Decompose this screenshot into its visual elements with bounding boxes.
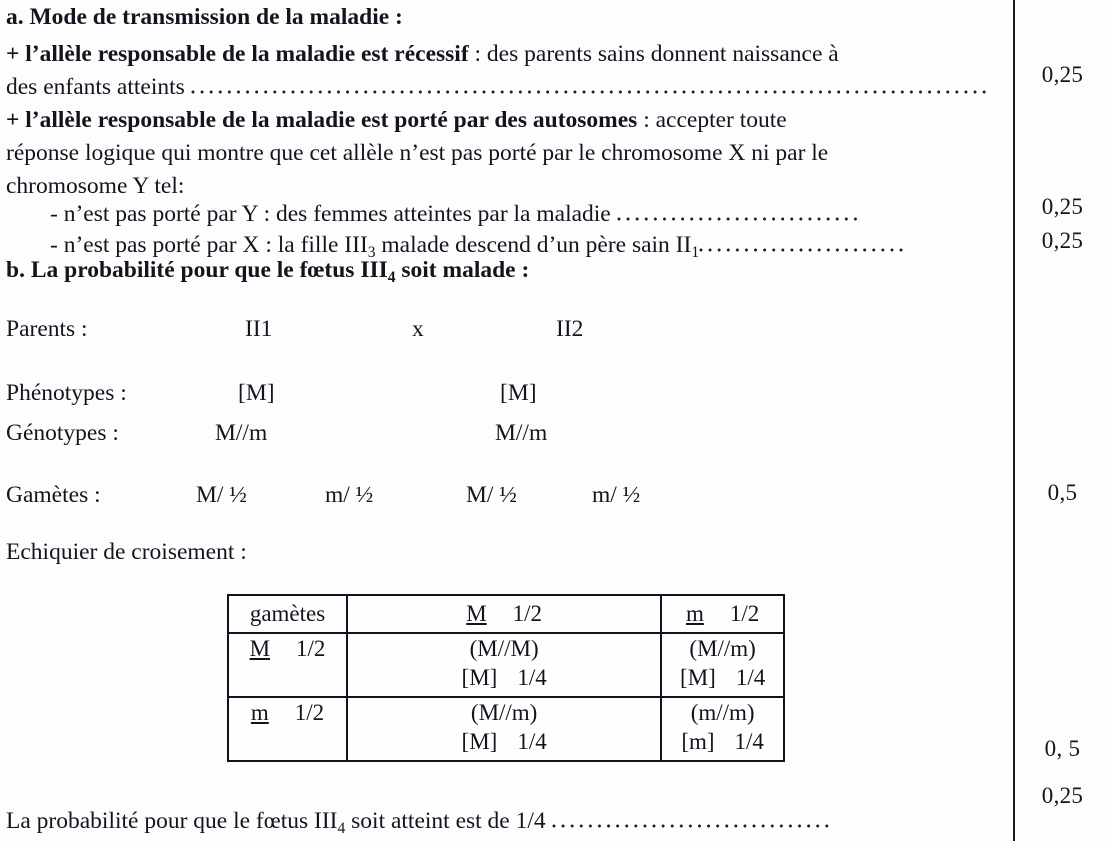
section-a-point2-line2: réponse logique qui montre que cet allèle n’est pas porté par le chromosome X ni par le [6, 140, 829, 166]
section-a-point1-line2 [6, 71, 986, 104]
sub2-text-a: - n’est pas porté par X : la fille III [50, 232, 368, 258]
leader-dots-1 [191, 77, 986, 97]
punnett-col-header-2 [661, 595, 784, 633]
section-b-heading-subscript: 4 [387, 268, 396, 286]
phenotypes-label: Phénotypes : [6, 380, 127, 406]
row-header-1-allele: M [249, 636, 271, 661]
punnett-cell-1-1 [347, 633, 661, 697]
col-header-1-freq: 1/2 [512, 601, 543, 626]
row-header-2-allele: m [250, 700, 269, 725]
cell-1-1-genotype: (M//M) [469, 636, 539, 661]
sub2-subscript-1: 3 [367, 243, 376, 261]
gamete-2-value: m/ ½ [325, 482, 374, 508]
section-b-heading-a: b. La probabilité pour que le fœtus III [6, 257, 388, 283]
gamete-1-value: M/ ½ [196, 482, 247, 508]
cell-2-1-phenotype: [M] [461, 729, 498, 754]
genotypes-label: Génotypes : [6, 420, 119, 446]
cell-2-2-phenotype: [m] [681, 729, 715, 754]
section-a-point2-line1 [6, 104, 787, 137]
cell-2-1-freq: 1/4 [517, 729, 547, 754]
table-row [228, 633, 784, 697]
gamete-4-value: m/ ½ [592, 482, 641, 508]
mark-4: 0,5 [1047, 480, 1078, 505]
conclusion-line [6, 805, 832, 840]
table-row [228, 697, 784, 761]
cell-2-2-genotype: (m//m) [690, 700, 755, 725]
conclusion-subscript: 4 [337, 819, 346, 837]
mark-2: 0,25 [1041, 194, 1084, 219]
point1-bold-text: + l’allèle responsable de la maladie est récessif [6, 41, 469, 67]
punnett-cell-2-1 [347, 697, 661, 761]
mark-3: 0,25 [1041, 228, 1084, 253]
sub2-text-b: malade descend d’un père sain II [375, 232, 692, 258]
row-header-2-freq: 1/2 [294, 700, 325, 725]
cell-1-1-phenotype: [M] [461, 665, 498, 690]
genotype-1-value: M//m [215, 420, 268, 446]
point1-line2-text: des enfants atteints [6, 74, 185, 100]
point2-bold-text: + l’allèle responsable de la maladie est porté par des autosomes [6, 107, 638, 133]
section-a-heading: a. Mode de transmission de la maladie : [6, 4, 403, 30]
punnett-square-table [227, 594, 785, 762]
point1-rest-text: : des parents sains donnent naissance à [468, 41, 839, 67]
marks-column [1015, 0, 1110, 841]
punnett-col-header-1 [347, 595, 661, 633]
echiquier-label: Echiquier de croisement : [6, 539, 247, 565]
cell-1-2-genotype: (M//m) [689, 636, 756, 661]
leader-dots-2 [617, 204, 857, 224]
section-a-point2-line3: chromosome Y tel: [6, 173, 185, 199]
cell-1-2-phenotype: [M] [680, 665, 716, 690]
phenotype-1-value: [M] [238, 380, 275, 406]
col-header-2-allele: m [685, 601, 704, 626]
point2-rest-text: : accepter toute [637, 107, 787, 133]
mark-1: 0,25 [1041, 62, 1084, 87]
punnett-row-header-2 [228, 697, 347, 761]
section-a-sub1 [50, 198, 857, 231]
gametes-label: Gamètes : [6, 482, 101, 508]
col-header-2-freq: 1/2 [729, 601, 760, 626]
punnett-corner-label: gamètes [228, 595, 347, 633]
cell-2-2-freq: 1/4 [734, 729, 764, 754]
table-row [228, 595, 784, 633]
section-b-heading [6, 257, 530, 286]
parent-1-value: II1 [245, 316, 273, 342]
sub2-subscript-2: 1 [691, 243, 700, 261]
row-header-1-freq: 1/2 [296, 636, 326, 661]
leader-dots-3 [699, 235, 907, 255]
parents-label: Parents : [6, 316, 88, 342]
cell-1-1-freq: 1/4 [517, 665, 547, 690]
parent-2-value: II2 [556, 316, 584, 342]
cross-symbol: x [412, 316, 424, 342]
sub1-text: - n’est pas porté par Y : des femmes atteintes par la maladie [50, 201, 611, 227]
cell-1-2-freq: 1/4 [735, 665, 766, 690]
section-a-point1-line1 [6, 38, 839, 71]
punnett-row-header-1 [228, 633, 347, 697]
conclusion-text-b: soit atteint est de 1/4 [345, 808, 546, 834]
phenotype-2-value: [M] [500, 380, 537, 406]
gamete-3-value: M/ ½ [466, 482, 517, 508]
leader-dots-4 [552, 811, 832, 831]
col-header-1-allele: M [466, 601, 487, 626]
cell-2-1-genotype: (M//m) [470, 700, 538, 725]
genotype-2-value: M//m [495, 420, 548, 446]
section-b-heading-b: soit malade : [395, 257, 530, 283]
mark-5: 0, 5 [1044, 736, 1081, 761]
punnett-cell-1-2 [661, 633, 784, 697]
mark-6: 0,25 [1041, 783, 1084, 808]
punnett-cell-2-2 [661, 697, 784, 761]
conclusion-text-a: La probabilité pour que le fœtus III [6, 808, 338, 834]
